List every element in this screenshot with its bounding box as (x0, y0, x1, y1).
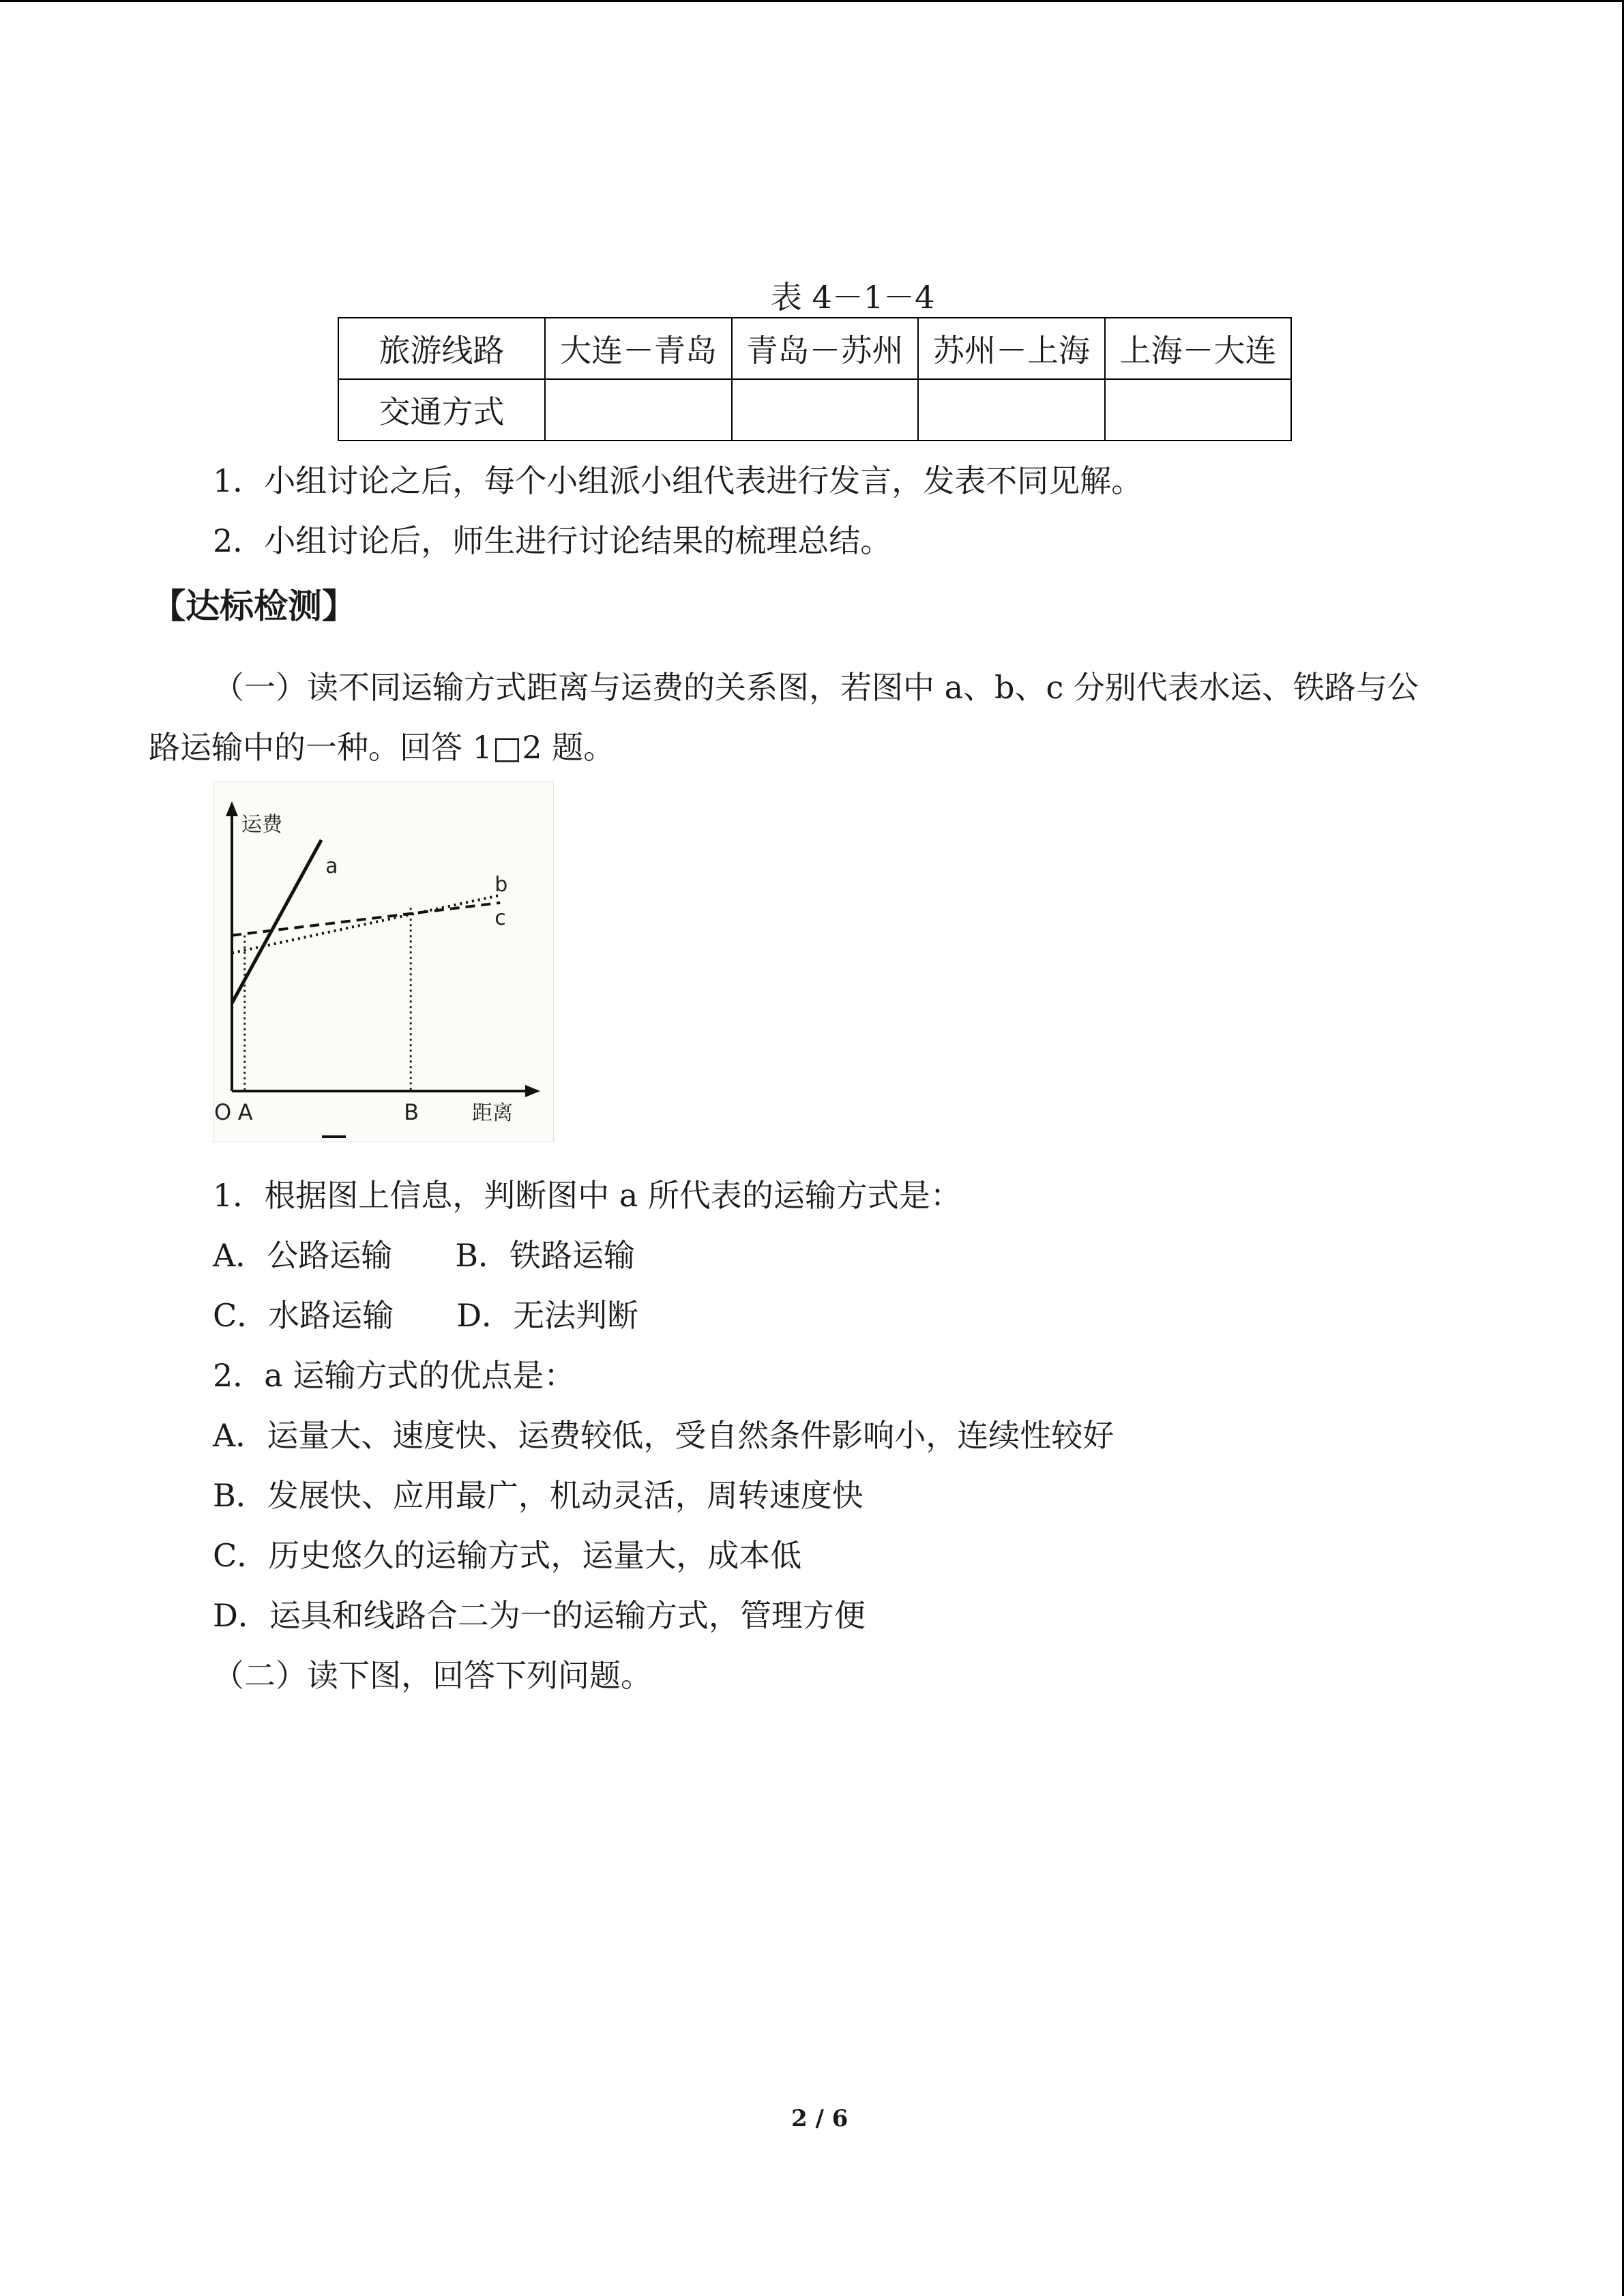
table-cell: 旅游线路 (338, 318, 545, 379)
table-caption: 表 4－1－4 (771, 279, 935, 316)
page-number: 2 / 6 (791, 2105, 848, 2132)
table-cell: 苏州－上海 (918, 318, 1105, 379)
activity-step-2: 2．小组讨论后，师生进行讨论结果的梳理总结。 (213, 522, 892, 559)
table-cell (545, 379, 732, 441)
series-label-b: b (494, 872, 508, 897)
table-row (338, 379, 1291, 441)
part1-intro-line-2: 路运输中的一种。回答 1□2 题。 (149, 729, 615, 766)
transport-route-table (338, 317, 1292, 441)
q2-option-d: D．运具和线路合二为一的运输方式，管理方便 (213, 1597, 866, 1634)
q1-options-row-1: A．公路运输 B．铁路运输 (213, 1237, 636, 1274)
x-tick-label: B (404, 1099, 419, 1125)
series-label-c: c (494, 906, 506, 930)
part2-intro: （二）读下图，回答下列问题。 (213, 1657, 652, 1694)
part1-intro-line-1: （一）读不同运输方式距离与运费的关系图，若图中 a、b、c 分别代表水运、铁路与公 (213, 669, 1419, 706)
q2-stem: 2．a 运输方式的优点是： (213, 1357, 576, 1394)
q2-option-b: B．发展快、应用最广，机动灵活，周转速度快 (213, 1477, 863, 1514)
y-axis-label: 运费 (241, 813, 282, 837)
table-cell: 青岛－苏州 (732, 318, 918, 379)
table-row (338, 318, 1291, 379)
section-title: 【达标检测】 (151, 586, 356, 626)
table-cell: 大连－青岛 (545, 318, 732, 379)
table-cell (1105, 379, 1291, 441)
x-tick-label: A (237, 1099, 253, 1125)
q2-option-a: A．运量大、速度快、运费较低，受自然条件影响小，连续性较好 (213, 1417, 1114, 1454)
activity-step-1: 1．小组讨论之后，每个小组派小组代表进行发言，发表不同见解。 (213, 462, 1143, 499)
origin-label: O (214, 1099, 232, 1125)
x-axis-label: 距离 (472, 1101, 513, 1125)
freight-distance-chart (213, 781, 554, 1142)
page-top-border (0, 0, 1624, 2)
table-cell: 上海－大连 (1105, 318, 1291, 379)
table-cell (732, 379, 918, 441)
chart-svg (213, 781, 554, 1142)
table-cell: 交通方式 (338, 379, 545, 441)
q2-option-c: C．历史悠久的运输方式，运量大，成本低 (213, 1537, 802, 1574)
series-label-a: a (325, 854, 338, 878)
q1-options-row-2: C．水路运输 D．无法判断 (213, 1297, 639, 1334)
table-cell (918, 379, 1105, 441)
q1-stem: 1．根据图上信息，判断图中 a 所代表的运输方式是： (213, 1177, 962, 1214)
